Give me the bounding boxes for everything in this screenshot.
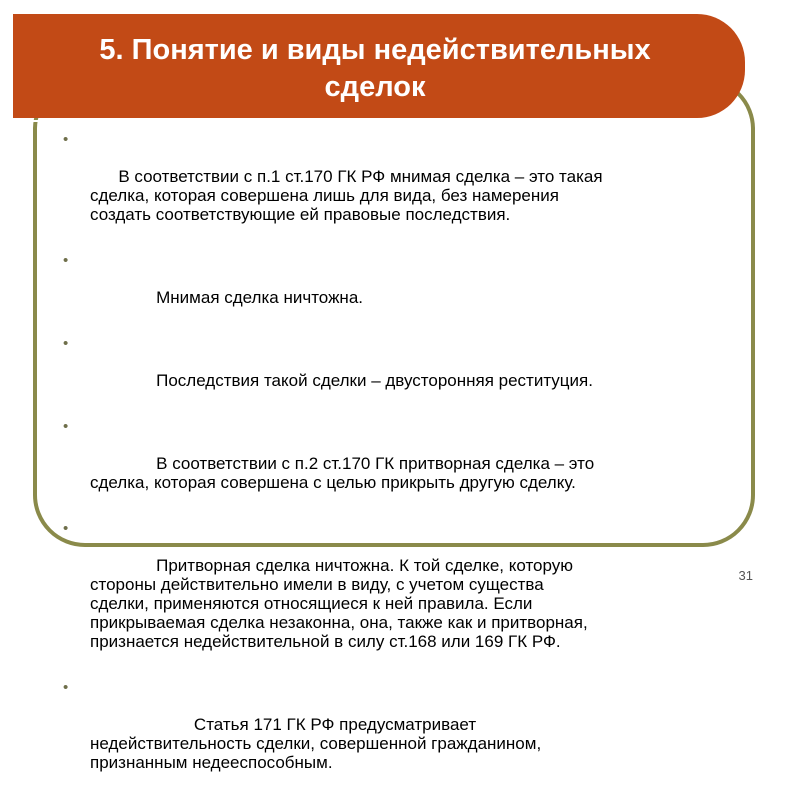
bullet-text: В соответствии с п.2 ст.170 ГК притворная сделка – это сделка, которая совершена с целью прикрыть другую сделку. <box>90 454 595 492</box>
bullet-item <box>58 129 746 243</box>
slide-title-line-1: 5. Понятие и виды недействительных <box>99 34 651 66</box>
bullet-item <box>58 250 746 326</box>
bullet-item <box>58 677 746 791</box>
slide-number: 31 <box>738 568 753 583</box>
bullet-list <box>58 129 746 798</box>
bullet-dot-icon: • <box>63 520 69 537</box>
title-bar <box>13 14 745 118</box>
bullet-item <box>58 518 746 670</box>
bullet-text: Притворная сделка ничтожна. К той сделке, которую стороны действительно имели в виду, с учетом существа сделки, применяются относящиеся к ней правила. Если прикрываемая сделка незаконна, она, также как и притворная, признается недействительной в силу ст.168 или 169 ГК РФ. <box>90 556 588 651</box>
bullet-text: В соответствии с п.1 ст.170 ГК РФ мнимая сделка – это такая сделка, которая совершена лишь для вида, без намерения создать соответствующие ей правовые последствия. <box>90 167 603 224</box>
bullet-dot-icon: • <box>63 418 69 435</box>
bullet-dot-icon: • <box>63 679 69 696</box>
bullet-text: Последствия такой сделки – двусторонняя реституция. <box>118 371 593 390</box>
bullet-text: Мнимая сделка ничтожна. <box>118 288 364 307</box>
bullet-text: Статья 171 ГК РФ предусматривает недействительность сделки, совершенной гражданином, признанным недееспособным. <box>90 715 542 772</box>
bullet-dot-icon: • <box>63 252 69 269</box>
title-underline <box>23 120 727 122</box>
bullet-item <box>58 416 746 511</box>
bullet-dot-icon: • <box>63 335 69 352</box>
slide-title-line-2: сделок <box>324 71 426 103</box>
bullet-item <box>58 333 746 409</box>
bullet-dot-icon: • <box>63 131 69 148</box>
